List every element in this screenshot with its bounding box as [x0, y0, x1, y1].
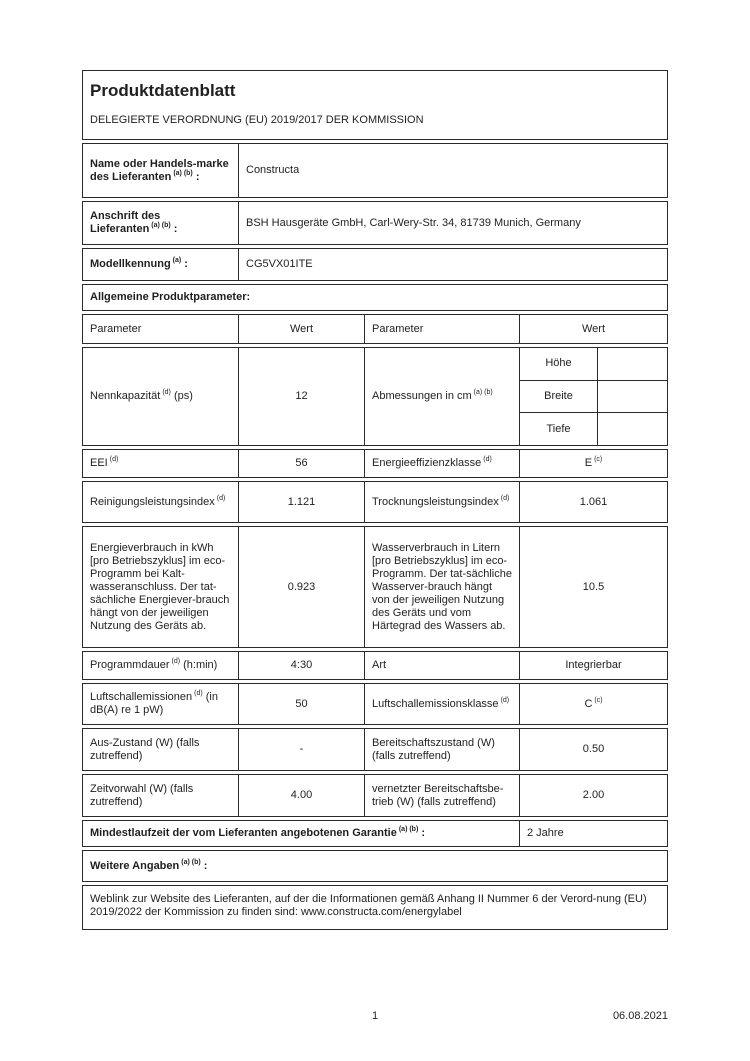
dimension-row-width: [520, 380, 667, 413]
model-value: CG5VX01ITE: [246, 258, 313, 270]
energy-class-label-cell: [364, 450, 519, 477]
footnote-marker: (d): [483, 456, 492, 464]
standby-value: 0.50: [582, 743, 605, 755]
supplier-name-value: Constructa: [246, 164, 300, 176]
water-consumption-value-cell: [519, 527, 667, 647]
networked-standby-value-cell: [519, 775, 667, 816]
footnote-marker: (a) (b): [473, 389, 493, 397]
energy-consumption-value-cell: [238, 527, 364, 647]
capacity-label-cell: [83, 348, 238, 445]
footnote-marker: (a) (b): [173, 169, 193, 177]
energy-class-label: Energieeffizienzklasse $^{(d)}$: [372, 456, 492, 469]
delay-start-label-cell: [83, 775, 238, 816]
drying-index-label-cell: [364, 482, 519, 522]
noise-class-value: C $^{(c)}$: [584, 696, 603, 710]
supplier-name-label-cell: [83, 144, 238, 197]
warranty-value: 2 Jahre: [527, 827, 564, 839]
footnote-marker: (d): [171, 658, 181, 666]
cleaning-index-label-cell: [83, 482, 238, 522]
water-consumption-label-cell: [364, 527, 519, 647]
model-label: Modellkennung $^{(a)}$ :: [90, 257, 188, 270]
dimension-width-value: [597, 381, 667, 413]
footnote-marker: (d): [194, 690, 203, 698]
off-mode-label-cell: [83, 729, 238, 770]
networked-standby-value: 2.00: [582, 789, 605, 801]
supplier-address-value-cell: [238, 202, 667, 244]
supplier-address-row: [82, 201, 668, 245]
type-value-cell: [519, 652, 667, 679]
type-value: Integrierbar: [565, 659, 622, 671]
more-info-label: Weitere Angaben $^{(a) (b)}$ :: [90, 858, 208, 872]
dimensions-label-cell: [364, 348, 519, 445]
eei-label-cell: [83, 450, 238, 477]
footnote-marker: (d): [216, 494, 226, 502]
capacity-value: 12: [295, 390, 308, 402]
row-off-mode: [82, 728, 668, 771]
supplier-name-label: Name oder Handels-marke des Lieferanten $^{(a) (b)}$ :: [90, 157, 229, 183]
footnote-marker: (d): [109, 456, 119, 464]
supplier-name-row: [82, 143, 668, 198]
supplier-name-value-cell: [238, 144, 667, 197]
off-mode-label: Aus-Zustand (W) (falls zutreffend): [90, 736, 200, 762]
noise-label-cell: [83, 684, 238, 724]
energy-consumption-label: Energieverbrauch in kWh [pro Betriebszyklus] im eco-Programm bei Kalt-wasseranschluss. Der tat-sächliche Energiever-brauch hängt von der jeweiligen Nutzung des Geräts ab.: [90, 541, 230, 632]
program-duration-value: 4:30: [290, 659, 313, 671]
type-label: Art: [372, 659, 387, 671]
document-title: Produktdatenblatt: [90, 81, 236, 100]
dimensions-subtable: [519, 348, 667, 445]
footnote-marker: (c): [594, 456, 603, 464]
cleaning-index-value: 1.121: [287, 495, 316, 508]
footnote-marker: (d): [162, 389, 171, 397]
energy-consumption-value: 0.923: [287, 580, 316, 593]
delay-start-value: 4.00: [290, 789, 313, 801]
row-more-info: [82, 850, 668, 882]
table-header-row: [82, 314, 668, 344]
dimension-row-depth: [520, 412, 667, 445]
footnote-marker: (c): [594, 696, 603, 704]
row-energy-water-consumption: [82, 526, 668, 648]
row-cleaning-index: [82, 481, 668, 523]
supplier-address-value: BSH Hausgeräte GmbH, Carl-Wery-Str. 34, 81739 Munich, Germany: [246, 216, 581, 229]
header-value-left: Wert: [238, 315, 364, 343]
drying-index-value: 1.061: [579, 495, 608, 508]
energy-class-value: E $^{(c)}$: [584, 456, 603, 469]
drying-index-label: Trocknungsleistungsindex $^{(d)}$: [372, 494, 510, 508]
off-mode-value: -: [299, 743, 304, 755]
delay-start-value-cell: [238, 775, 364, 816]
standby-label-cell: [364, 729, 519, 770]
noise-class-label-cell: [364, 684, 519, 724]
water-consumption-value: 10.5: [582, 580, 605, 593]
section-header-row: [82, 284, 668, 311]
noise-value-cell: [238, 684, 364, 724]
noise-label: Luftschallemissionen $^{(d)}$ (in dB(A) re 1 pW): [90, 690, 218, 716]
footnote-marker: (a) (b): [151, 222, 171, 230]
capacity-label: Nennkapazität $^{(d)}$ (ps): [90, 389, 193, 402]
model-identifier-row: [82, 248, 668, 281]
noise-class-label: Luftschallemissionsklasse $^{(d)}$: [372, 696, 510, 710]
noise-value: 50: [295, 697, 308, 710]
eei-value: 56: [295, 457, 308, 469]
type-label-cell: [364, 652, 519, 679]
footnote-marker: (a) (b): [398, 826, 419, 834]
section-header-cell: [83, 285, 667, 310]
header-parameter-right: Parameter: [364, 315, 519, 343]
document-header: [82, 70, 668, 140]
program-duration-label: Programmdauer $^{(d)}$ (h:min): [90, 658, 218, 671]
networked-standby-label-cell: [364, 775, 519, 816]
footnote-marker: (d): [500, 494, 510, 502]
energy-consumption-label-cell: [83, 527, 238, 647]
row-capacity-dimensions: [82, 347, 668, 446]
standby-label: Bereitschaftszustand (W) (falls zutreffend): [372, 736, 495, 762]
dimension-height-label: Höhe: [545, 357, 572, 370]
footer-date: 06.08.2021: [612, 1010, 668, 1022]
header-parameter-left: Parameter: [90, 322, 142, 335]
dimension-width-label: Breite: [544, 390, 573, 402]
more-info-cell: [83, 851, 667, 881]
dimension-depth-value: [597, 413, 667, 445]
weblink-text: Weblink zur Website des Lieferanten, auf der die Informationen gemäß Anhang II Nummer 6 der Verord-nung (EU) 2019/2022 der Kommission zu finden sind: www.constructa.com/energylabel: [90, 893, 647, 918]
dimension-depth-label: Tiefe: [546, 422, 571, 435]
dimensions-label: Abmessungen in cm $^{(a) (b)}$: [372, 389, 493, 402]
water-consumption-label: Wasserverbrauch in Litern [pro Betriebszyklus] im eco-Programm. Der tat-sächliche Wasserver-brauch hängt von der jeweiligen Nutzung des Geräts und vom Härtegrad des Wassers ab.: [372, 541, 512, 632]
row-noise: [82, 683, 668, 725]
networked-standby-label: vernetzter Bereitschaftsbe-trieb (W) (falls zutreffend): [372, 782, 504, 808]
model-value-cell: [238, 249, 667, 280]
page-number: 1: [371, 1010, 379, 1022]
program-duration-label-cell: [83, 652, 238, 679]
row-delay-start: [82, 774, 668, 817]
cleaning-index-label: Reinigungsleistungsindex $^{(d)}$: [90, 494, 226, 508]
eei-value-cell: [238, 450, 364, 477]
document-subtitle: DELEGIERTE VERORDNUNG (EU) 2019/2017 DER KOMMISSION: [90, 114, 424, 126]
supplier-address-label: Anschrift des Lieferanten $^{(a) (b)}$ :: [90, 210, 178, 235]
footnote-marker: (a) (b): [181, 858, 201, 866]
supplier-address-label-cell: [83, 202, 238, 244]
capacity-value-cell: [238, 348, 364, 445]
model-label-cell: [83, 249, 238, 280]
cleaning-index-value-cell: [238, 482, 364, 522]
header-value-right: Wert: [519, 315, 667, 343]
eei-label: EEI $^{(d)}$: [90, 456, 119, 469]
warranty-value-cell: [519, 821, 667, 846]
off-mode-value-cell: [238, 729, 364, 770]
row-warranty: [82, 820, 668, 847]
drying-index-value-cell: [519, 482, 667, 522]
footnote-marker: (a): [172, 257, 182, 265]
row-program-duration: [82, 651, 668, 680]
dimension-height-value: [597, 348, 667, 380]
warranty-label-cell: [83, 821, 519, 846]
footnote-marker: (d): [500, 696, 510, 704]
delay-start-label: Zeitvorwahl (W) (falls zutreffend): [90, 782, 194, 808]
standby-value-cell: [519, 729, 667, 770]
program-duration-value-cell: [238, 652, 364, 679]
row-eei: [82, 449, 668, 478]
noise-class-value-cell: [519, 684, 667, 724]
warranty-label: Mindestlaufzeit der vom Lieferanten angebotenen Garantie $^{(a) (b)}$ :: [90, 826, 426, 839]
dimension-row-height: [520, 348, 667, 380]
page-footer: [82, 1010, 668, 1022]
section-title: Allgemeine Produktparameter:: [90, 291, 251, 303]
energy-class-value-cell: [519, 450, 667, 477]
weblink-box: [82, 885, 668, 930]
